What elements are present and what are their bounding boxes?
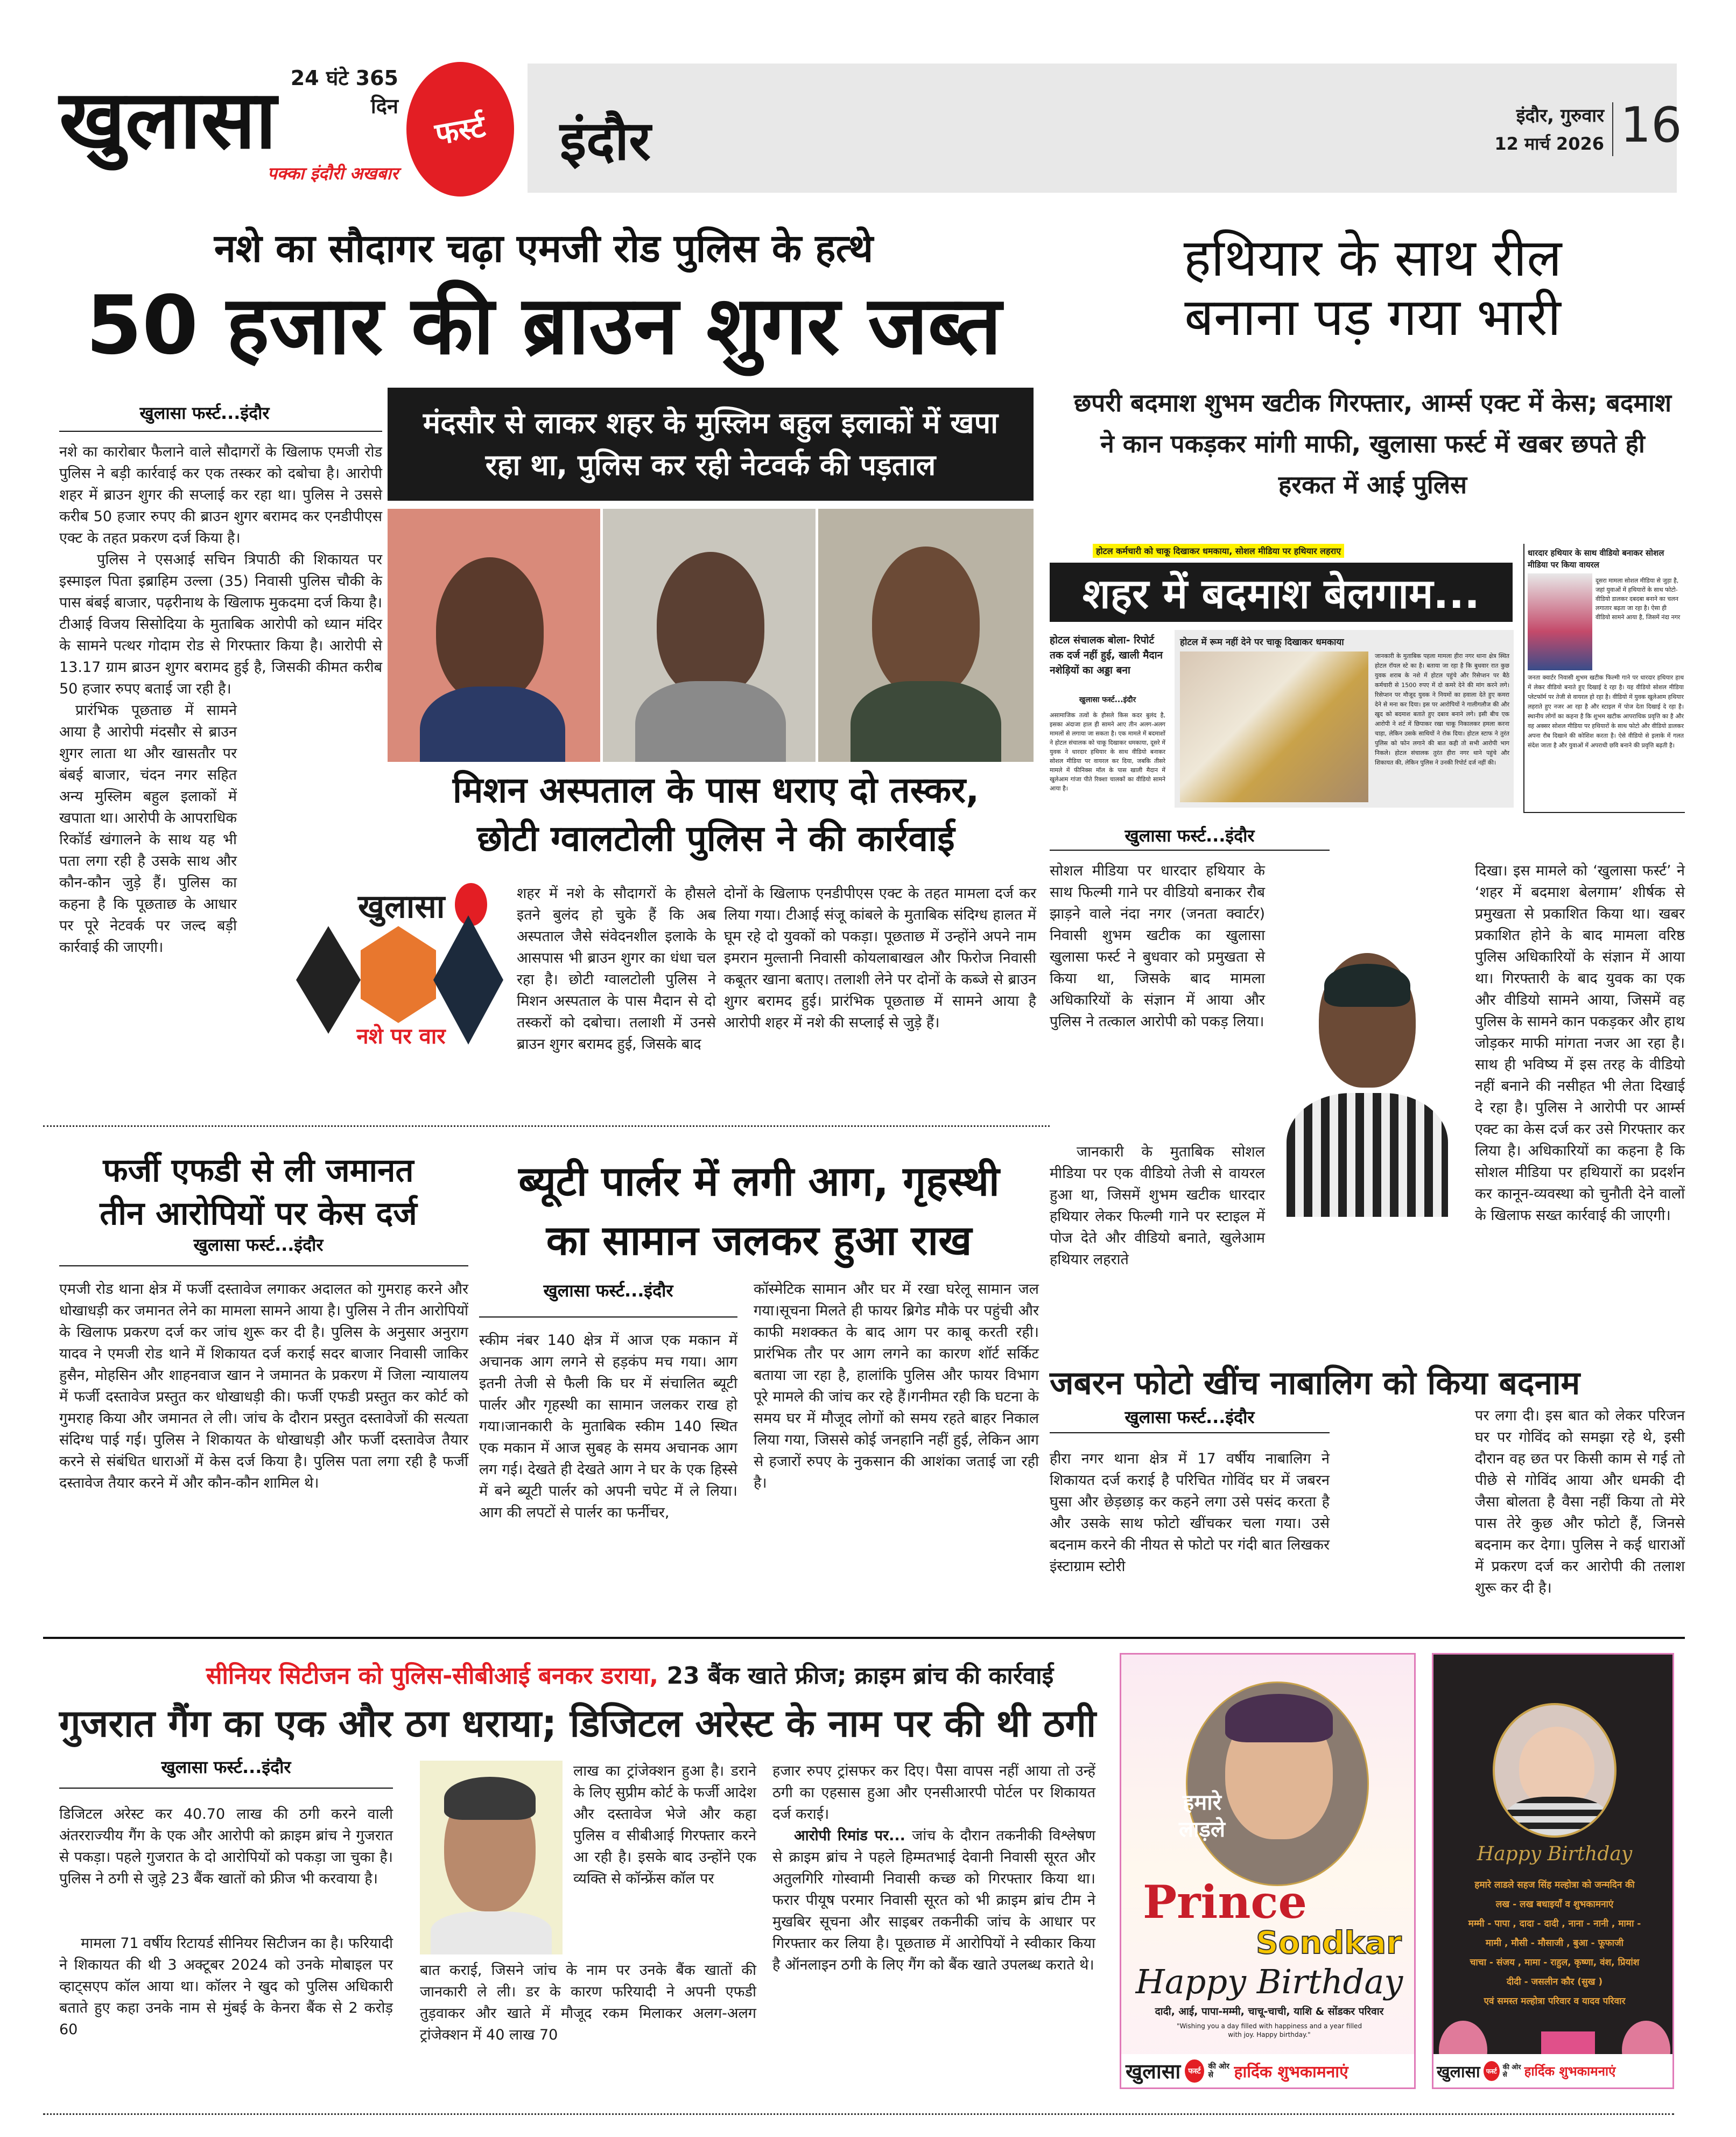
fd-byline: खुलासा फर्स्ट...इंदौर — [193, 1235, 324, 1255]
ad1-name2: Sondkar — [1256, 1924, 1402, 1961]
ad1-greeting: Happy Birthday — [1135, 1962, 1403, 2001]
ad2-line: एवं समस्त मल्होत्रा परिवार व यादव परिवार — [1484, 1996, 1626, 2007]
minor-byline: खुलासा फर्स्ट...इंदौर — [1124, 1407, 1255, 1427]
mission-headline-1: मिशन अस्पताल के पास धराए दो तस्कर, — [452, 769, 980, 811]
ad1-label-top: हमारे लाड़ले — [1179, 1790, 1225, 1842]
clipping-right — [1523, 544, 1685, 813]
clipping-side-head: होटल संचालक बोला- रिपोर्ट तक दर्ज नहीं हुई, खाली मैदान नशेड़ियों का अड्डा बना — [1050, 634, 1163, 676]
ad2-footer-badge: फर्स्ट — [1484, 2061, 1500, 2081]
gujarat-byline: खुलासा फर्स्ट...इंदौर — [161, 1757, 291, 1777]
gujarat-kicker-black: 23 बैंक खाते फ्रीज; क्राइम ब्रांच की कार्रवाई — [666, 1662, 1054, 1690]
clipping-right-text2: जनता क्वार्टर निवासी शुभम खटीक फिल्मी गाने पर धारदार हथियार हाथ में लेकर वीडियो बनाते हुए दिखाई दे रहा है। यह वीडियो सोशल मीडिया प्लेटफॉर्म पर तेजी से वायरल हो रहा है। वीडियो में युवक खुलेआम हथियार लहराते हुए नजर आ रहा है और स्टाइल में पोज देता दिखाई दे रहा है। स्थानीय लोगों का कहना है कि शुभम खटीक आपराधिक प्रवृत्ति का है और वह अक्सर सोशल मीडिया पर हथियारों के साथ फोटो और वीडियो डालकर अपना रौब दिखाने की कोशिश करता है। ऐसे वीडियो से इलाके में गलत संदेश जाता है और युवाओं में अपराधी छवि बनाने की प्रवृत्ति बढ़ती है। — [1528, 674, 1684, 749]
sahaj-photo — [1493, 1703, 1616, 1838]
gujarat-col-1: डिजिटल अरेस्ट कर 40.70 लाख की ठगी करने वाली अंतरराज्यीय गैंग के एक और आरोपी को क्राइम ब्रांच ने गुजरात से पकड़ा। पहले गुजरात के दो आरोपियों को पकड़ा जा चुका है। पुलिस ने ठगी से जुड़े 23 बैंक खातों को फ्रीज भी करवाया है। — [59, 1806, 393, 1887]
gujarat-headline: गुजरात गैंग का एक और ठग धराया; डिजिटल अरेस्ट के नाम पर की थी ठगी — [59, 1701, 1097, 1746]
nashe-logo-wordmark: खुलासा — [358, 888, 445, 926]
ad1-footer-logo: खुलासा — [1126, 2059, 1181, 2083]
lead-paragraph: प्रारंभिक पूछताछ में सामने आया है आरोपी मंदसौर से ब्राउन शुगर लाता था और खासतौर पर बंबई बाजार, चंदन नगर सहित अन्य मुस्लिम बहुल इलाकों में खपाता था। आरोपी के आपराधिक रिकॉर्ड खंगालने के साथ यह भी पता लगा रही है उसके साथ और कौन-कौन जुड़े हैं। पुलिस का कहना है कि पूछताछ के आधार पर पूरे नेटवर्क पर जल्द बड़ी कार्रवाई की जाएगी। — [59, 702, 237, 956]
ad1-footer-wish: हार्दिक शुभकामनाएं — [1234, 2062, 1348, 2082]
weapon-byline: खुलासा फर्स्ट...इंदौर — [1124, 825, 1255, 846]
masthead-logo-badge — [406, 62, 514, 197]
lead-paragraph: नशे का कारोबार फैलाने वाले सौदागरों के खिलाफ एमजी रोड पुलिस ने बड़ी कार्रवाई कर एक तस्कर को दबोचा है। आरोपी शहर में ब्राउन शुगर की सप्लाई कर रहा था। पुलिस ने उससे करीब 50 हजार रुपए की ब्राउन शुगर बरामद कर एनडीपीएस एक्ट के तहत प्रकरण दर्ज किया है। — [59, 444, 382, 546]
clipping-side-text: असामाजिक तत्वों के हौसले किस कदर बुलंद है, इसका अंदाजा हाल ही सामने आए तीन अलग-अलग मामलों से लगाया जा सकता है। एक मामले में बदमाशों ने होटल संचालक को चाकू दिखाकर धमकाया, दूसरे में युवक ने धारदार हथियार के साथ वीडियो बनाकर सोशल मीडिया पर वायरल कर दिया, जबकि तीसरे मामले में फीनिक्स मॉल के पास खाली मैदान में खुलेआम गांजा पीते रिक्शा चालकों का वीडियो सामने आया है। — [1050, 712, 1165, 792]
lead-banner — [388, 388, 1034, 501]
lead-banner-text: मंदसौर से लाकर शहर के मुस्लिम बहुल इलाकों में खपा रहा था, पुलिस कर रही नेटवर्क की पड़ताल — [423, 406, 999, 482]
ad2-line: मम्मी - पापा , दादा - दादी , नाना - नानी , मामा - — [1468, 1918, 1641, 1929]
section-divider — [43, 1125, 1050, 1127]
weapon-byline-rule — [1050, 850, 1330, 851]
parlour-headline-1: ब्यूटी पार्लर में लगी आग, गृहस्थी — [518, 1157, 1000, 1205]
reel-photo — [1528, 573, 1592, 670]
ad2-line: लख - लख बधाइयाँ व शुभकामनाएं — [1495, 1899, 1614, 1910]
ad2-footer-bar — [1433, 2054, 1672, 2087]
ad2-line: चाचा - संजय , मामा - राहुल, कृष्णा, वंश, प्रियांश — [1470, 1957, 1640, 1968]
clipping-box-text: जानकारी के मुताबिक पहला मामला हीरा नगर थाना क्षेत्र स्थित होटल रॉयल स्टे का है। बताया जा रहा है कि बुधवार रात कुछ युवक शराब के नशे में होटल पहुंचे और रिसेप्शन पर बैठे कर्मचारी से 1500 रुपए में दो कमरे देने की मांग करने लगे। रिसेप्शन पर मौजूद युवक ने नियमों का हवाला देते हुए कमरा देने से मना कर दिया। इस पर आरोपियों ने गालीगलौज की और खुद को बदमाश बताते हुए दबाव बनाने लगे। इसी बीच एक आरोपी ने शर्ट में छिपाकर रखा चाकू निकालकर हमला करना चाहा, लेकिन उसके साथियों ने रोक दिया। होटल स्टाफ ने तुरंत पुलिस को फोन लगाने की बात कही तो सभी आरोपी भाग निकले। होटल संचालक तुरंत हीरा नगर थाने पहुंचे और शिकायत की, लेकिन पुलिस ने उनकी रिपोर्ट दर्ज नहीं की। — [1375, 653, 1509, 766]
masthead-subtitle: पक्का इंदौरी अखबार — [267, 163, 398, 184]
weapon-col-2: दिखा। इस मामले को ‘खुलासा फर्स्ट’ ने ‘शहर में बदमाश बेलगाम’ शीर्षक से प्रमुखता से प्रकाशित किया था। खबर प्रकाशित होने के बाद मामला वरिष्ठ पुलिस अधिकारियों के संज्ञान में आया था। गिरफ्तारी के बाद युवक का एक और वीडियो सामने आया, जिसमें वह पुलिस के सामने कान पकड़कर और हाथ जोड़कर माफी मांगता नजर आ रहा है। साथ ही भविष्य में इस तरह के वीडियो नहीं बनाने की नसीहत भी लेता दिखाई दे रहा है। पुलिस ने आरोपी पर आर्म्स एक्ट का केस दर्ज कर उसे गिरफ्तार कर लिया है। अधिकारियों का कहना है कि सोशल मीडिया पर हथियारों का प्रदर्शन कर कानून-व्यवस्था को चुनौती देने वालों के खिलाफ सख्त कार्रवाई की जाएगी। — [1475, 863, 1685, 1224]
masthead-date-day: इंदौर, गुरुवार — [1516, 105, 1604, 127]
masthead-date: 12 मार्च 2026 — [1494, 134, 1604, 154]
masthead-logo-badge-text: फर्स्ट — [432, 109, 488, 152]
ad1-footer-badge: फर्स्ट — [1185, 2059, 1204, 2083]
mission-headline-2: छोटी ग्वालटोली पुलिस ने की कार्रवाई — [477, 818, 955, 859]
ad2-footer-from: की ओर से — [1502, 2063, 1521, 2078]
nashe-par-vaar-logo — [293, 883, 509, 1055]
ad2-line: मामी , मौसी - मौसाजी , बुआ - फूफाजी — [1485, 1938, 1624, 1949]
clipping-headline: शहर में बदमाश बेलगाम... — [1083, 569, 1480, 618]
masthead-band — [528, 64, 1677, 193]
lead-paragraph: पुलिस ने एसआई सचिन त्रिपाठी की शिकायत पर इस्माइल पिता इब्राहिम उल्ला (35) निवासी पुलिस चौकी के पास बंबई बाजार, पढ़रीनाथ के खिलाफ मुकदमा दर्ज किया है। टीआई विजय सिसोदिया के मुताबिक आरोपी को ध्यान मंदिर के सामने पत्थर गोदाम रोड से गिरफ्तार किया है। आरोपी से 13.17 ग्राम ब्राउन शुगर बरामद हुई है, जिसकी कीमत करीब 50 हजार रुपए बताई जा रही है। — [59, 551, 382, 697]
gujarat-col-3-lead: आरोपी रिमांड पर... — [794, 1827, 905, 1844]
cctv-photo — [1180, 651, 1368, 802]
birthday-ad-sahaj — [1432, 1653, 1674, 2089]
gujarat-col-2b: बात कराई, जिसने जांच के नाम पर उनके बैंक खातों की जानकारी ले ली। डर के कारण फरियादी ने अपनी एफडी तुड़वाकर और खाते में मौजूद रकम मिलाकर अलग-अलग ट्रांजेक्शन में 40 लाख 70 — [420, 1962, 756, 2043]
parlour-headline-2: का सामान जलकर हुआ राख — [546, 1216, 972, 1264]
mission-col-1: शहर में नशे के सौदागरों के हौसले इतने बुलंद हो चुके हैं कि अब अस्पताल जैसे संवेदनशील इलाके के आसपास भी ब्राउन शुगर का धंधा चल रहा है। छोटी ग्वालटोली पुलिस ने मिशन अस्पताल के पास मैदान से दो तस्करों को दबोचा। तलाशी में उनसे ब्राउन शुगर बरामद हुई, जिसके बाद — [517, 885, 716, 1053]
gujarat-col-3 — [772, 1761, 1095, 1976]
masthead-divider — [1612, 102, 1613, 156]
minor-col-2: पर लगा दी। इस बात को लेकर परिजन घर पर गोविंद को समझा रहे थे, इसी दौरान वह छत पर किसी काम से गई तो पीछे से गोविंद आया और धमकी दी जैसा बोलता है वैसा नहीं किया तो मेरे पास तेरे कुछ और फोटो हैं, जिनसे बदनाम कर देगा। पुलिस ने कई धाराओं में प्रकरण दर्ज कर आरोपी की तलाश शुरू कर दी है। — [1475, 1407, 1685, 1596]
masthead-logo: खुलासा — [59, 73, 277, 167]
masthead-edition: इंदौर — [560, 109, 651, 172]
ad2-line: दीदी - जसलीन कौर (सुख ) — [1506, 1977, 1603, 1987]
prince-photo — [1186, 1681, 1369, 1886]
nashe-par-vaar-label: नशे पर वार — [356, 1024, 446, 1049]
gujarat-col-3-text: हजार रुपए ट्रांसफर कर दिए। पैसा वापस नहीं आया तो उन्हें ठगी का एहसास हुआ और एनसीआरपी पोर्टल पर शिकायत दर्ज कराई। — [772, 1763, 1095, 1823]
accused-photo-1 — [388, 509, 600, 762]
clipping — [1050, 538, 1685, 818]
gujarat-col-3b-text: जांच के दौरान तकनीकी विश्लेषण से क्राइम ब्रांच ने पहले हिम्मतभाई देवानी निवासी सूरत और अतुलगिरि गोस्वामी निवासी कच्छ को गिरफ्तार किया था। फरार पीयूष परमार निवासी सूरत को भी क्राइम ब्रांच टीम ने मुखबिर सूचना और साइबर तकनीकी जांच के आधार पर गिरफ्तार कर लिया है। पूछताछ में आरोपियों ने स्वीकार किया है ऑनलाइन ठगी के लिए गैंग को बैंक खाते उपलब्ध कराते थे। — [772, 1827, 1095, 1973]
ad2-line: हमारे लाडले सहज सिंह मल्होत्रा को जन्मदिन की — [1474, 1880, 1635, 1890]
weapon-col-1: सोशल मीडिया पर धारदार हथियार के साथ फिल्मी गाने पर वीडियो बनाकर रौब झाड़ने वाले नंदा नगर (जनता क्वार्टर) निवासी शुभम खटीक का खुलासा खुलासा फर्स्ट ने बुधवार को प्रमुखता से किया था, जिसके बाद मामला अधिकारियों के संज्ञान में आया और पुलिस ने तत्काल आरोपी को पकड़ लिया। — [1050, 863, 1265, 1030]
weapon-headline-2: बनाना पड़ गया भारी — [1184, 287, 1561, 347]
page-number: 16 — [1620, 97, 1682, 153]
fd-byline-rule — [59, 1265, 468, 1266]
gujarat-col-1b: मामला 71 वर्षीय रिटायर्ड सीनियर सिटीजन का है। फरियादी ने शिकायत की थी 3 अक्टूबर 2024 को उनके मोबाइल पर व्हाट्सएप कॉल आया था। कॉलर ने खुद को पुलिस अधिकारी बताते हुए कहा उनके नाम से मुंबई के केनरा बैंक से 2 करोड़ 60 — [59, 1935, 393, 2038]
clipping-box-head: होटल में रूम नहीं देने पर चाकू दिखाकर धमकाया — [1180, 637, 1344, 648]
leaf-icon — [296, 926, 361, 1034]
gujarat-kicker — [145, 1658, 1114, 1691]
lead-byline: खुलासा फर्स्ट...इंदौर — [139, 403, 270, 423]
shubham-photo — [1276, 931, 1459, 1217]
weapon-col-1b: जानकारी के मुताबिक सोशल मीडिया पर एक वीडियो तेजी से वायरल हुआ था, जिसमें शुभम खटीक धारदार हथियार लेकर फिल्मी गाने पर स्टाइल में पोज देते और वीडियो बनाते, खुलेआम हथियार लहराते — [1050, 1144, 1265, 1268]
fd-headline-1: फर्जी एफडी से ली जमानत — [103, 1152, 414, 1189]
birthday-ad-prince — [1120, 1653, 1416, 2089]
parlour-byline-rule — [479, 1316, 737, 1318]
parlour-col-1: स्कीम नंबर 140 क्षेत्र में आज एक मकान में अचानक आग लगने से हड़कंप मच गया। आग इतनी तेजी से फैली कि घर में संचालित ब्यूटी पार्लर और गृहस्थी का सामान जलकर राख हो गया।जानकारी के मुताबिक स्कीम 140 स्थित एक मकान में आज सुबह के समय अचानक आग लग गई। देखते ही देखते आग ने घर के एक हिस्से में बने ब्यूटी पार्लर को अपनी चपेट में ले लिया। आग की लपटों से पार्लर का फर्नीचर, — [479, 1332, 737, 1521]
parlour-byline: खुलासा फर्स्ट...इंदौर — [543, 1280, 673, 1301]
ad2-footer-logo: खुलासा — [1437, 2062, 1480, 2082]
ad1-family: दादी, आई, पापा-मम्मी, चाचू-चाची, याशि & सोंडकर परिवार — [1155, 2006, 1384, 2017]
gujarat-byline-rule — [59, 1788, 393, 1789]
masthead-tagline: 24 घंटे 365 दिन — [290, 66, 398, 118]
ad1-footer-from: की ओर से — [1208, 2062, 1229, 2079]
clipping-right-head: धारदार हथियार के साथ वीडियो बनाकर सोशल मीडिया पर किया वायरल — [1528, 548, 1664, 570]
lead-body — [59, 442, 382, 958]
lead-headline: 50 हजार की ब्राउन शुगर जब्त — [86, 279, 1002, 373]
clipping-side-byline: खुलासा फर्स्ट...इंदौर — [1079, 696, 1136, 704]
weapon-headline-1: हथियार के साथ रील — [1183, 228, 1562, 288]
lead-kicker: नशे का सौदागर चढ़ा एमजी रोड पुलिस के हत्थे — [214, 226, 874, 271]
gujarat-col-2: लाख का ट्रांजेक्शन हुआ है। डराने के लिए सुप्रीम कोर्ट के फर्जी आदेश और दस्तावेज भेजे और कहा पुलिस व सीबीआई गिरफ्तार करने आ रही है। इसके बाद उन्होंने एक व्यक्ति से कॉन्फ्रेंस कॉल पर — [573, 1763, 756, 1887]
ad1-quote: "Wishing you a day filled with happiness and a year filled with joy. Happy birthday." — [1176, 2022, 1362, 2038]
nashe-logo-badge-icon — [455, 883, 487, 926]
minor-byline-rule — [1050, 1432, 1330, 1433]
ad2-lines — [1439, 1875, 1670, 2011]
mission-col-2: दोनों के खिलाफ एनडीपीएस एक्ट के तहत मामला दर्ज कर लिया गया। टीआई संजू कांबले के मुताबिक संदिग्ध हालत में घूम रहे दो युवकों को पकड़ा। पूछताछ में उन्होंने अपने नाम इमरान मुल्तानी निवासी कोयलाबाखल और फिरोज निवासी कबूतर खाना बताए। तलाशी लेने पर दोनों के कब्जे से ब्राउन शुगर बरामद हुई। प्रारंभिक पूछताछ में सामने आया है आरोपी शहर में नशे की सप्लाई से जुड़े हैं। — [724, 885, 1036, 1031]
clipping-box — [1175, 630, 1514, 808]
ad2-greeting: Happy Birthday — [1477, 1843, 1633, 1865]
weapon-subhead: छपरी बदमाश शुभम खटीक गिरफ्तार, आर्म्स एक्ट में केस; बदमाश ने कान पकड़कर मांगी माफी, खुलासा फर्स्ट में खबर छपते ही हरकत में आई पुलिस — [1073, 388, 1672, 499]
clipping-right-text1: दूसरा मामला सोशल मीडिया से जुड़ा है, जहां युवाओं में हथियारों के साथ फोटो-वीडियो डालकर दबदबा बनाने का चलन लगातार बढ़ता जा रहा है। ऐसा ही वीडियो सामने आया है, जिसमें नंदा नगर — [1596, 577, 1681, 621]
fd-text: एमजी रोड थाना क्षेत्र में फर्जी दस्तावेज लगाकर अदालत को गुमराह करने और धोखाधड़ी कर जमानत लेने का मामला सामने आया है। पुलिस ने तीन आरोपियों के खिलाफ प्रकरण दर्ज कर जांच शुरू कर दी है। पुलिस के अनुसार अनुराग यादव ने एमजी रोड थाने में शिकायत दर्ज कराई सदर बाजार निवासी जाकिर हुसैन, मोहसिन और शाहनवाज खान ने जमानत के प्रकरण में जिला न्यायालय में फर्जी दस्तावेज प्रस्तुत कर धोखाधड़ी की। फर्जी एफडी प्रस्तुत कर कोर्ट को गुमराह किया और जमानत ले ली। जांच के दौरान प्रस्तुत दस्तावेजों की सत्यता संदिग्ध पाई गई। पुलिस ने शिकायत के धोखाधड़ी और फर्जी दस्तावेज तैयार करने से संबंधित धाराओं में केस दर्ज किया है। पुलिस पता लगा रही है फर्जी दस्तावेज तैयार करने में और कौन-कौन शामिल थे। — [59, 1281, 468, 1491]
fd-headline-2: तीन आरोपियों पर केस दर्ज — [100, 1195, 417, 1232]
accused-photo-3 — [818, 509, 1034, 762]
accused-photo-2 — [603, 509, 816, 762]
page-bottom-divider — [43, 2113, 1674, 2115]
minor-col-1: हीरा नगर थाना क्षेत्र में 17 वर्षीय नाबालिग ने शिकायत दर्ज कराई है परिचित गोविंद घर में जबरन घुसा और छेड़छाड़ कर कहने लगा उसे पसंद करता है और उसके साथ फोटो खींचकर चला गया। उसे बदनाम करने की नीयत से फोटो पर गंदी बात लिखकर इंस्टाग्राम स्टोरी — [1050, 1451, 1330, 1575]
section-rule-bottom — [43, 1637, 1685, 1639]
accused-photo-gujarat — [420, 1761, 563, 1954]
ad2-footer-wish: हार्दिक शुभकामनाएं — [1524, 2063, 1616, 2079]
lead-byline-rule — [59, 431, 382, 432]
drugs-icon — [361, 926, 436, 1023]
gujarat-col-3b — [772, 1825, 1095, 1976]
ad1-footer-bar — [1121, 2054, 1414, 2087]
minor-headline: जबरन फोटो खींच नाबालिग को किया बदनाम — [1050, 1364, 1580, 1402]
gujarat-kicker-red: सीनियर सिटीजन को पुलिस-सीबीआई बनकर डराया, — [206, 1662, 659, 1690]
ad1-name1: Prince — [1143, 1875, 1307, 1929]
parlour-col-2: कॉस्मेटिक सामान और घर में रखा घरेलू सामान जल गया।सूचना मिलते ही फायर ब्रिगेड मौके पर पहुंची और काफी मशक्कत के बाद आग पर काबू करती रही। प्रारंभिक तौर पर आग लगने का कारण शॉर्ट सर्किट बताया जा रहा है, हालांकि पुलिस और फायर विभाग पूरे मामले की जांच कर रहे हैं।गनीमत रही कि घटना के समय घर में मौजूद लोगों को समय रहते बाहर निकाल लिया गया, जिससे कोई जनहानि नहीं हुई, लेकिन आग से हजारों रुपए के नुकसान की आशंका जताई जा रही है। — [754, 1281, 1039, 1491]
clipping-banner — [1050, 563, 1513, 622]
clipping-strap: होटल कर्मचारी को चाकू दिखाकर धमकाया, सोशल मीडिया पर हथियार लहराए — [1093, 544, 1344, 558]
